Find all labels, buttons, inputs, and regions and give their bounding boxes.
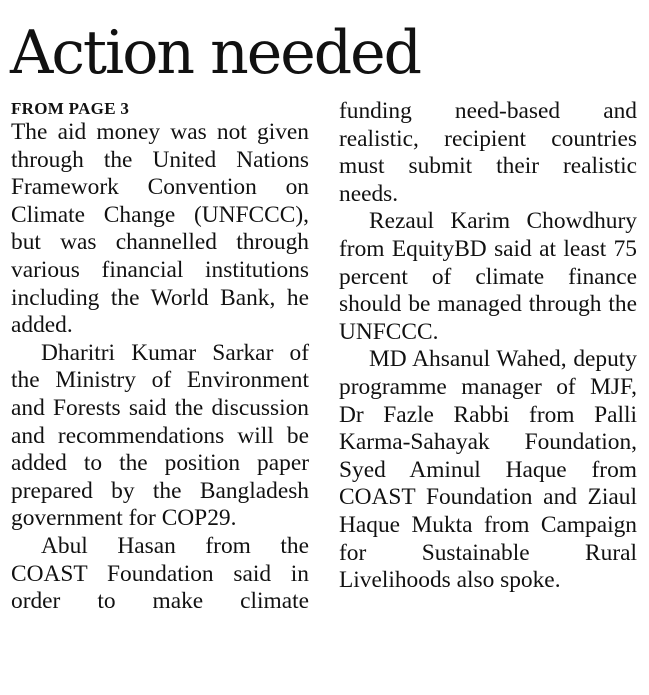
paragraph: Rezaul Karim Chowdhury from EquityBD said at least 75 percent of climate finance should be managed through the UNFCCC.: [339, 208, 637, 345]
paragraph-continued: funding need-based and realistic, recipient countries must submit their realistic needs.: [339, 98, 637, 207]
article-column-left: [11, 119, 309, 616]
paragraph: Abul Hasan from the COAST Foundation said in order to make climate: [11, 532, 309, 615]
headline: Action needed: [10, 18, 421, 88]
paragraph: Dharitri Kumar Sarkar of the Ministry of Environment and Forests said the discussion and recommendations will be added to the position paper prepared by the Bangladesh government for COP29.: [11, 339, 309, 532]
paragraph: MD Ahsanul Wahed, deputy programme manager of MJF, Dr Fazle Rabbi from Palli Karma-Sahayak Foundation, Syed Aminul Haque from COAST Foundation and Ziaul Haque Mukta from Campaign for Sustainable Rural Livelihoods also spoke.: [339, 346, 637, 594]
paragraph: The aid money was not given through the United Nations Framework Convention on Climate Change (UNFCCC), but was channelled through various financial institutions including the World Bank, he added.: [11, 119, 309, 339]
continuation-kicker: FROM PAGE 3: [11, 99, 130, 118]
article-column-right: [339, 98, 637, 595]
